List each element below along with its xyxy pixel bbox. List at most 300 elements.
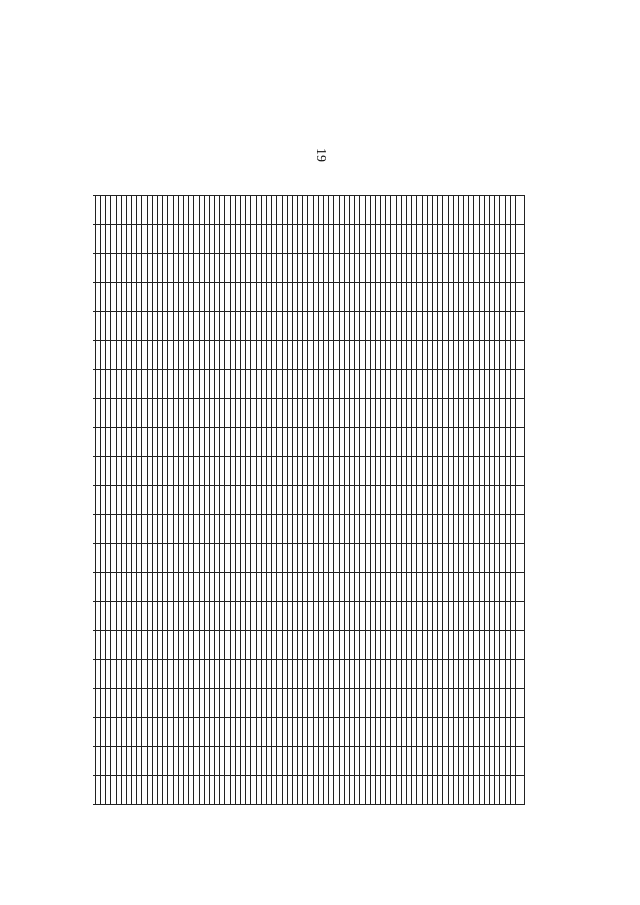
table-cell [396,747,401,776]
table-cell [95,341,100,370]
table-cell [152,312,157,341]
table-cell [500,283,505,312]
table-cell [370,486,375,515]
table-cell [495,341,500,370]
table-cell [510,341,515,370]
table-cell [256,544,261,573]
table-cell [158,515,163,544]
table-cell [490,544,495,573]
table-cell [490,457,495,486]
table-header-cell [516,515,525,544]
table-cell [147,370,152,399]
table-cell [241,370,246,399]
table-cell [443,660,448,689]
table-cell [116,225,121,254]
table-cell [199,457,204,486]
table-cell [298,689,303,718]
table-cell [147,602,152,631]
table-cell [152,631,157,660]
table-cell [334,399,339,428]
table-cell [163,196,168,225]
table-cell [199,660,204,689]
table-cell [334,631,339,660]
table-cell [448,515,453,544]
table-cell [184,341,189,370]
table-cell [438,660,443,689]
table-cell [178,341,183,370]
table-row [365,196,370,805]
table-cell [168,399,173,428]
table-cell [427,660,432,689]
table-cell [168,312,173,341]
table-cell [339,776,344,805]
table-cell [137,631,142,660]
table-cell [126,631,131,660]
table-cell [386,341,391,370]
table-cell [407,457,412,486]
table-cell [308,283,313,312]
table-row [173,196,178,805]
table-cell [298,312,303,341]
table-cell [329,544,334,573]
table-cell [339,689,344,718]
table-cell [142,341,147,370]
table-cell [277,428,282,457]
table-cell [298,631,303,660]
table-cell [407,283,412,312]
table-cell [313,660,318,689]
table-cell [344,457,349,486]
table-cell [427,312,432,341]
table-cell [443,573,448,602]
table-cell [178,573,183,602]
table-cell [443,515,448,544]
table-cell [417,457,422,486]
table-cell [370,254,375,283]
table-cell [101,747,106,776]
table-cell [422,370,427,399]
table-cell [126,776,131,805]
table-cell [199,370,204,399]
table-cell [505,776,510,805]
table-cell [287,399,292,428]
table-cell [168,544,173,573]
table-row [95,196,100,805]
table-cell [324,631,329,660]
table-cell [184,457,189,486]
table-cell [464,602,469,631]
table-cell [360,718,365,747]
table-cell [386,370,391,399]
table-cell [209,776,214,805]
table-cell [261,718,266,747]
table-cell [199,776,204,805]
table-cell [126,225,131,254]
table-cell [313,486,318,515]
table-cell [204,660,209,689]
table-cell [230,341,235,370]
table-cell [350,283,355,312]
table-cell [355,341,360,370]
table-cell [261,573,266,602]
table-cell [344,515,349,544]
table-cell [479,196,484,225]
table-cell [458,660,463,689]
table-cell [495,718,500,747]
table-cell [95,225,100,254]
table-cell [106,718,111,747]
table-cell [152,283,157,312]
table-cell [396,312,401,341]
table-cell [209,689,214,718]
table-cell [433,515,438,544]
table-cell [318,283,323,312]
table-cell [282,602,287,631]
table-cell [308,457,313,486]
table-cell [479,544,484,573]
table-cell [292,428,297,457]
table-cell [292,341,297,370]
table-cell [184,370,189,399]
table-cell [433,428,438,457]
table-cell [126,457,131,486]
table-cell [209,312,214,341]
table-cell [235,486,240,515]
table-cell [329,399,334,428]
table-cell [106,573,111,602]
table-cell [272,196,277,225]
table-cell [453,486,458,515]
table-cell [479,370,484,399]
table-cell [458,718,463,747]
table-cell [209,747,214,776]
table-cell [235,747,240,776]
table-cell [453,573,458,602]
table-cell [116,544,121,573]
table-cell [407,196,412,225]
table-cell [360,486,365,515]
table-cell [220,747,225,776]
table-cell [458,254,463,283]
table-cell [505,428,510,457]
table-cell [422,718,427,747]
table-header [516,196,525,805]
table-cell [339,631,344,660]
table-cell [251,689,256,718]
table-cell [282,660,287,689]
table-cell [93,428,95,457]
table-cell [168,747,173,776]
table-cell [324,747,329,776]
table-cell [209,254,214,283]
table-cell [204,747,209,776]
table-cell [142,747,147,776]
table-header-cell [516,399,525,428]
table-cell [417,283,422,312]
table-cell [303,399,308,428]
table-cell [313,515,318,544]
table-cell [158,486,163,515]
table-cell [510,602,515,631]
table-cell [251,747,256,776]
table-cell [355,515,360,544]
table-cell [339,312,344,341]
table-cell [458,428,463,457]
table-row [292,196,297,805]
table-cell [93,515,95,544]
table-cell [163,515,168,544]
table-cell [225,573,230,602]
table-cell [230,602,235,631]
table-row [505,196,510,805]
table-cell [147,486,152,515]
table-cell [282,573,287,602]
table-cell [313,573,318,602]
table-cell [267,457,272,486]
table-cell [199,602,204,631]
table-cell [407,428,412,457]
table-cell [220,486,225,515]
table-cell [292,718,297,747]
table-cell [391,428,396,457]
table-cell [391,573,396,602]
table-cell [381,225,386,254]
table-cell [350,428,355,457]
table-cell [453,283,458,312]
table-cell [510,660,515,689]
table-cell [220,660,225,689]
table-cell [360,399,365,428]
table-row [453,196,458,805]
table-cell [137,370,142,399]
table-cell [350,747,355,776]
table-cell [282,399,287,428]
table-cell [277,660,282,689]
table-cell [443,747,448,776]
table-cell [510,312,515,341]
table-cell [116,428,121,457]
table-cell [396,370,401,399]
table-cell [365,312,370,341]
table-cell [225,776,230,805]
table-cell [350,776,355,805]
table-cell [453,544,458,573]
table-cell [360,689,365,718]
table-cell [318,602,323,631]
table-cell [189,399,194,428]
table-cell [375,312,380,341]
table-cell [308,428,313,457]
table-cell [116,718,121,747]
table-cell [303,747,308,776]
table-cell [194,544,199,573]
table-cell [282,254,287,283]
table-cell [458,631,463,660]
table-cell [142,457,147,486]
table-cell [360,341,365,370]
table-cell [355,254,360,283]
table-cell [479,312,484,341]
table-cell [267,631,272,660]
table-cell [365,747,370,776]
table-cell [417,370,422,399]
table-cell [318,341,323,370]
table-cell [464,399,469,428]
table-cell [510,544,515,573]
table-cell [267,660,272,689]
table-cell [381,602,386,631]
table-cell [422,573,427,602]
table-cell [178,602,183,631]
rotated-table-viewport [93,195,525,805]
table-cell [412,544,417,573]
table-row [235,196,240,805]
table-cell [95,747,100,776]
table-cell [490,718,495,747]
table-cell [282,457,287,486]
table-row [194,196,199,805]
table-cell [142,283,147,312]
table-cell [495,457,500,486]
table-cell [277,457,282,486]
table-row [458,196,463,805]
table-cell [381,370,386,399]
table-cell [277,196,282,225]
table-cell [391,370,396,399]
table-cell [396,573,401,602]
table-cell [137,660,142,689]
table-cell [282,283,287,312]
table-cell [318,689,323,718]
table-cell [220,399,225,428]
table-cell [152,370,157,399]
table-cell [407,573,412,602]
table-cell [142,602,147,631]
table-cell [495,573,500,602]
table-cell [95,689,100,718]
table-header-cell [516,312,525,341]
table-cell [147,254,152,283]
table-cell [246,486,251,515]
table-cell [386,254,391,283]
table-cell [433,544,438,573]
table-cell [246,341,251,370]
table-cell [303,457,308,486]
table-cell [215,370,220,399]
table-cell [401,573,406,602]
table-cell [132,486,137,515]
table-cell [209,457,214,486]
table-cell [178,747,183,776]
table-cell [438,370,443,399]
table-cell [194,660,199,689]
table-cell [313,399,318,428]
table-cell [448,312,453,341]
table-cell [344,718,349,747]
table-cell [339,573,344,602]
table-cell [417,341,422,370]
table-cell [355,283,360,312]
table-cell [490,370,495,399]
table-cell [111,341,116,370]
table-row [417,196,422,805]
table-cell [298,283,303,312]
table-cell [173,544,178,573]
table-cell [256,718,261,747]
table-cell [189,486,194,515]
table-cell [173,196,178,225]
table-cell [93,341,95,370]
table-cell [267,254,272,283]
table-row [375,196,380,805]
table-cell [422,544,427,573]
table-cell [391,254,396,283]
table-cell [510,573,515,602]
table-cell [126,486,131,515]
table-cell [287,312,292,341]
table-cell [417,515,422,544]
table-row [469,196,474,805]
table-cell [163,660,168,689]
table-cell [329,747,334,776]
table-row [381,196,386,805]
table-cell [95,312,100,341]
table-cell [267,689,272,718]
table-cell [350,341,355,370]
table-cell [173,602,178,631]
table-cell [267,196,272,225]
table-cell [381,573,386,602]
table-cell [407,689,412,718]
table-cell [458,515,463,544]
table-cell [495,399,500,428]
table-cell [121,225,126,254]
table-cell [277,631,282,660]
table-cell [225,399,230,428]
table-cell [209,283,214,312]
table-cell [147,283,152,312]
table-cell [158,689,163,718]
table-cell [505,718,510,747]
table-cell [184,776,189,805]
table-cell [479,776,484,805]
table-body [93,196,516,805]
table-cell [277,254,282,283]
table-header-cell [516,776,525,805]
table-cell [303,689,308,718]
table-cell [287,747,292,776]
table-cell [355,312,360,341]
table-cell [256,312,261,341]
table-cell [344,225,349,254]
table-cell [184,515,189,544]
table-cell [313,428,318,457]
table-cell [365,544,370,573]
table-cell [479,660,484,689]
table-cell [464,486,469,515]
table-cell [355,428,360,457]
table-cell [111,573,116,602]
table-cell [329,689,334,718]
table-cell [474,573,479,602]
table-cell [474,515,479,544]
table-cell [401,196,406,225]
table-cell [230,428,235,457]
table-cell [173,747,178,776]
table-cell [168,196,173,225]
table-cell [241,573,246,602]
table-cell [433,457,438,486]
